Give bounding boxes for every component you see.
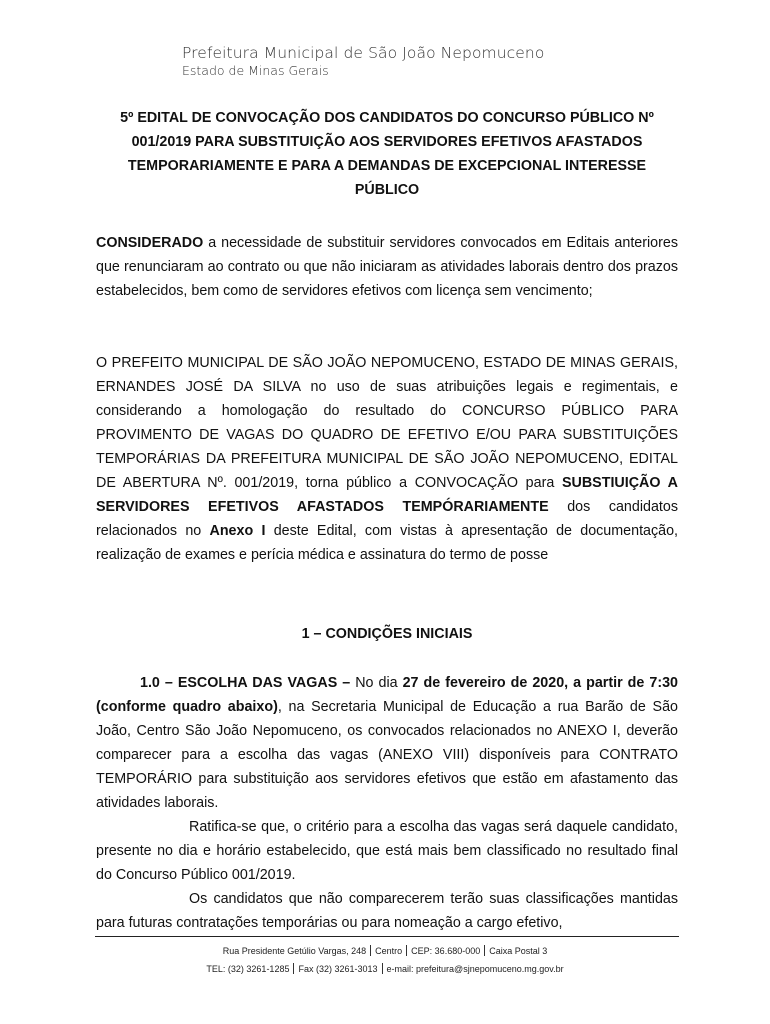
footer-tel: TEL: (32) 3261-1285	[206, 964, 290, 974]
prefeito-text-3: deste Edital, com vistas à apresentação de documentação, realização de exames e perícia médica e assinatura do termo de posse	[96, 523, 679, 563]
escolha-heading: 1.0 – ESCOLHA DAS VAGAS –	[140, 675, 351, 691]
prefeito-paragraph	[96, 351, 678, 567]
footer-centro: Centro	[375, 946, 403, 956]
separator	[370, 945, 371, 956]
prefeito-text-2: dos candidatos relacionados no	[96, 499, 678, 539]
considerado-keyword: CONSIDERADO	[96, 235, 204, 251]
letterhead	[182, 43, 544, 78]
footer-divider	[95, 936, 679, 937]
footer-email: e-mail: prefeitura@sjnepomuceno.mg.gov.br	[386, 964, 564, 974]
section-title: 1 – CONDIÇÕES INICIAIS	[301, 626, 473, 642]
considerado-text: a necessidade de substituir servidores convocados em Editais anteriores que renunciaram ao contrato ou que não iniciaram as atividades laborais dentro dos prazos estabelecidos, bem como de servidores efetivos com licença sem vencimento;	[96, 235, 678, 299]
considerado-paragraph	[96, 231, 678, 303]
footer-cep: CEP: 36.680-000	[411, 946, 481, 956]
prefeito-bold-2: Anexo I	[209, 523, 266, 539]
state-name: Estado de Minas Gerais	[182, 63, 329, 78]
separator	[293, 963, 294, 974]
candidatos-paragraph: Os candidatos que não comparecerem terão suas classificações mantidas para futuras contratações temporárias ou para nomeação a cargo efetivo,	[96, 891, 678, 931]
footer-address-line	[0, 945, 770, 956]
separator	[382, 963, 383, 974]
separator	[406, 945, 407, 956]
escolha-text-2: , na Secretaria Municipal de Educação a rua Barão de São João, Centro São João Nepomuceno, os convocados relacionados no ANEXO I, deverão comparecer para a escolha das vagas (ANEXO VIII) disponíveis para CONTRATO TEMPORÁRIO para substituição aos servidores efetivos que estão em afastamento das atividades laborais.	[96, 699, 678, 811]
footer-caixa: Caixa Postal 3	[489, 946, 548, 956]
document-title: 5º EDITAL DE CONVOCAÇÃO DOS CANDIDATOS DO CONCURSO PÚBLICO Nº 001/2019 PARA SUBSTITUIÇÃO AOS SERVIDORES EFETIVOS AFASTADOS TEMPORARIAMENTE E PARA A DEMANDAS DE EXCEPCIONAL INTERESSE PÚBLICO	[120, 110, 654, 198]
ratifica-paragraph: Ratifica-se que, o critério para a escolha das vagas será daquele candidato, presente no dia e horário estabelecido, que está mais bem classificado no resultado final do Concurso Público 001/2019.	[96, 819, 678, 883]
escolha-text-1: No dia	[350, 675, 403, 691]
municipality-name: Prefeitura Municipal de São João Nepomuceno	[182, 44, 545, 62]
footer-address: Rua Presidente Getúlio Vargas, 248	[222, 946, 367, 956]
footer-fax: Fax (32) 3261-3013	[298, 964, 378, 974]
escolha-paragraph	[96, 671, 678, 815]
prefeito-text-1: O PREFEITO MUNICIPAL DE SÃO JOÃO NEPOMUCENO, ESTADO DE MINAS GERAIS, ERNANDES JOSÉ DA SILVA no uso de suas atribuições legais e regimentais, e considerando a homologação do resultado do CONCURSO PÚBLICO PARA PROVIMENTO DE VAGAS DO QUADRO DE EFETIVO E/OU PARA SUBSTITUIÇÕES TEMPORÁRIAS DA PREFEITURA MUNICIPAL DE SÃO JOÃO NEPOMUCENO, EDITAL DE ABERTURA Nº. 001/2019, torna público a CONVOCAÇÃO para	[96, 355, 678, 491]
separator	[484, 945, 485, 956]
prefeito-bold-1: SUBSTIUIÇÃO A SERVIDORES EFETIVOS AFASTADOS TEMPÓRARIAMENTE	[96, 475, 678, 515]
footer-contact-line	[0, 963, 770, 974]
escolha-date: 27 de fevereiro de 2020, a partir de 7:30 (conforme quadro abaixo)	[96, 675, 678, 715]
